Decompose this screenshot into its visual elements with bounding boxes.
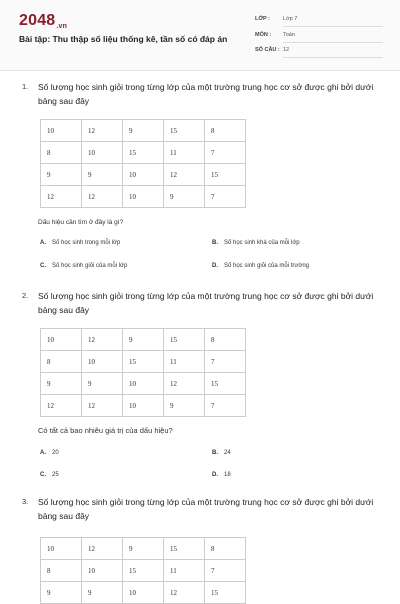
table-cell: 12 <box>41 186 82 208</box>
table-cell: 12 <box>164 373 205 395</box>
table-cell: 15 <box>205 582 246 604</box>
table-cell: 10 <box>123 582 164 604</box>
meta-label-subject: MÔN : <box>255 32 272 38</box>
table-row <box>41 538 246 560</box>
table-cell: 11 <box>164 142 205 164</box>
table-cell: 12 <box>82 120 123 142</box>
table-cell: 7 <box>205 142 246 164</box>
table-cell: 12 <box>164 164 205 186</box>
table-cell: 10 <box>123 373 164 395</box>
table-cell: 15 <box>123 142 164 164</box>
question-3-table <box>40 537 246 604</box>
table-cell: 12 <box>82 395 123 417</box>
table-row <box>41 164 246 186</box>
table-row <box>41 351 246 373</box>
table-cell: 10 <box>82 142 123 164</box>
table-cell: 9 <box>123 538 164 560</box>
table-cell: 8 <box>41 351 82 373</box>
question-1-option-c[interactable]: C. Số học sinh giỏi của mỗi lớp <box>40 263 128 269</box>
table-cell: 9 <box>123 120 164 142</box>
table-cell: 15 <box>164 538 205 560</box>
table-cell: 8 <box>41 142 82 164</box>
question-1-prompt: Dấu hiệu cần tìm ở đây là gì? <box>38 219 124 226</box>
question-2-option-c[interactable]: C. 25 <box>40 472 59 478</box>
table-cell: 12 <box>82 538 123 560</box>
table-cell: 10 <box>41 329 82 351</box>
meta-divider <box>283 57 383 58</box>
table-cell: 9 <box>123 329 164 351</box>
table-cell: 7 <box>205 395 246 417</box>
question-2-number: 2. <box>22 291 29 300</box>
table-cell: 10 <box>41 538 82 560</box>
table-cell: 15 <box>205 373 246 395</box>
question-2-prompt: Có tất cả bao nhiêu giá trị của dấu hiệu? <box>38 426 173 435</box>
table-cell: 8 <box>41 560 82 582</box>
table-row <box>41 560 246 582</box>
question-1-number: 1. <box>22 82 29 91</box>
question-2-option-a[interactable]: A. 20 <box>40 450 59 456</box>
meta-label-class: LỚP : <box>255 16 270 22</box>
table-row <box>41 373 246 395</box>
table-cell: 8 <box>205 329 246 351</box>
document-title: Bài tập: Thu thập số liệu thống kê, tần số có đáp án <box>19 34 228 44</box>
meta-value-class: Lớp 7 <box>283 16 298 22</box>
meta-value-subject: Toán <box>283 32 295 38</box>
table-cell: 11 <box>164 560 205 582</box>
table-cell: 12 <box>164 582 205 604</box>
table-cell: 15 <box>123 351 164 373</box>
question-2-table <box>40 328 246 417</box>
table-cell: 9 <box>41 373 82 395</box>
page-header <box>0 0 400 71</box>
table-row <box>41 120 246 142</box>
question-3-number: 3. <box>22 497 29 506</box>
table-cell: 9 <box>164 395 205 417</box>
meta-label-count: SỐ CÂU : <box>255 47 280 53</box>
table-cell: 9 <box>164 186 205 208</box>
table-cell: 7 <box>205 351 246 373</box>
question-1-text: Số lượng học sinh giỏi trong từng lớp của một trường trung học cơ sở được ghi bởi dưới bảng sau đây <box>38 82 374 106</box>
table-cell: 12 <box>82 186 123 208</box>
question-1-option-d[interactable]: D. Số học sinh giỏi của mỗi trường <box>212 263 309 269</box>
table-cell: 9 <box>82 582 123 604</box>
table-row <box>41 186 246 208</box>
table-cell: 9 <box>82 373 123 395</box>
table-cell: 10 <box>41 120 82 142</box>
question-2-option-d[interactable]: D. 18 <box>212 472 231 478</box>
table-cell: 9 <box>41 164 82 186</box>
table-cell: 9 <box>41 582 82 604</box>
table-row <box>41 142 246 164</box>
meta-value-count: 12 <box>283 47 290 53</box>
table-cell: 15 <box>164 329 205 351</box>
table-cell: 11 <box>164 351 205 373</box>
meta-divider <box>283 26 383 27</box>
table-cell: 15 <box>205 164 246 186</box>
table-cell: 8 <box>205 120 246 142</box>
site-logo[interactable]: 2048.vn <box>19 12 68 30</box>
table-row <box>41 395 246 417</box>
table-cell: 10 <box>123 164 164 186</box>
table-cell: 12 <box>82 329 123 351</box>
table-cell: 10 <box>123 395 164 417</box>
table-cell: 7 <box>205 560 246 582</box>
table-row <box>41 582 246 604</box>
table-cell: 10 <box>82 351 123 373</box>
table-row <box>41 329 246 351</box>
table-cell: 9 <box>82 164 123 186</box>
question-3-text: Số lượng học sinh giỏi trong từng lớp của một trường trung học cơ sở được ghi bởi dưới bảng sau đây <box>38 497 374 521</box>
table-cell: 15 <box>123 560 164 582</box>
table-cell: 10 <box>82 560 123 582</box>
table-cell: 10 <box>123 186 164 208</box>
table-cell: 12 <box>41 395 82 417</box>
question-2-text: Số lượng học sinh giỏi trong từng lớp của một trường trung học cơ sở được ghi bởi dưới bảng sau đây <box>38 291 374 315</box>
meta-divider <box>283 42 383 43</box>
question-1-option-a[interactable]: A. Số học sinh trong mỗi lớp <box>40 240 121 246</box>
table-cell: 7 <box>205 186 246 208</box>
question-2-option-b[interactable]: B. 24 <box>212 450 231 456</box>
table-cell: 15 <box>164 120 205 142</box>
table-cell: 8 <box>205 538 246 560</box>
question-1-table <box>40 119 246 208</box>
question-1-option-b[interactable]: B. Số học sinh khá của mỗi lớp <box>212 240 300 246</box>
